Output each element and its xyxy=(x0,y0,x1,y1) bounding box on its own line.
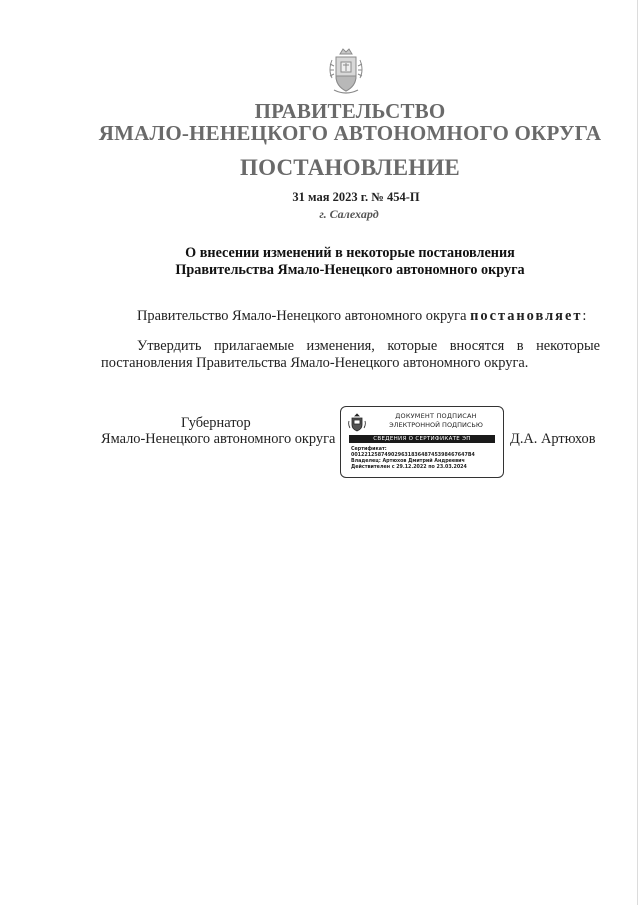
resolution-text: Правительство Ямало-Ненецкого автономного округа xyxy=(137,308,471,324)
approve-paragraph-line2: постановления Правительства Ямало-Ненецкого автономного округа. xyxy=(101,355,529,371)
resolution-keyword: постановляет xyxy=(470,308,583,324)
stamp-validity: Действителен с 29.12.2022 по 23.03.2024 xyxy=(351,465,467,470)
stamp-certificate-bar: СВЕДЕНИЯ О СЕРТИФИКАТЕ ЭП xyxy=(349,435,495,443)
resolution-paragraph xyxy=(137,308,586,325)
stamp-certificate-number: 00122125874902963183648745398467647B4 xyxy=(351,453,475,458)
document-type: ПОСТАНОВЛЕНИЕ xyxy=(240,155,460,180)
approve-paragraph-line1: Утвердить прилагаемые изменения, которые вносятся в некоторые xyxy=(137,338,600,354)
stamp-emblem-icon xyxy=(348,413,366,433)
stamp-heading-line2: ЭЛЕКТРОННОЙ ПОДПИСЬЮ xyxy=(389,421,483,429)
electronic-signature-stamp xyxy=(340,406,504,478)
signatory-name: Д.А. Артюхов xyxy=(510,431,596,447)
document-title-line2: Правительства Ямало-Ненецкого автономного округа xyxy=(175,262,525,278)
document-city: г. Салехард xyxy=(319,207,379,221)
government-title-line2: ЯМАЛО-НЕНЕЦКОГО АВТОНОМНОГО ОКРУГА xyxy=(98,121,602,145)
document-title-line1: О внесении изменений в некоторые постановления xyxy=(185,245,515,261)
document-date-number: 31 мая 2023 г. № 454-П xyxy=(292,190,420,204)
stamp-certificate-label: Сертификат: xyxy=(351,447,387,452)
signatory-position: Губернатор xyxy=(181,415,251,431)
signatory-organization: Ямало-Ненецкого автономного округа xyxy=(101,431,336,447)
stamp-owner: Владелец: Артюхов Дмитрий Андреевич xyxy=(351,459,465,464)
stamp-heading-line1: ДОКУМЕНТ ПОДПИСАН xyxy=(395,412,477,420)
coat-of-arms-icon xyxy=(326,46,366,98)
government-title-line1: ПРАВИТЕЛЬСТВО xyxy=(254,99,446,123)
resolution-colon: : xyxy=(582,308,587,324)
